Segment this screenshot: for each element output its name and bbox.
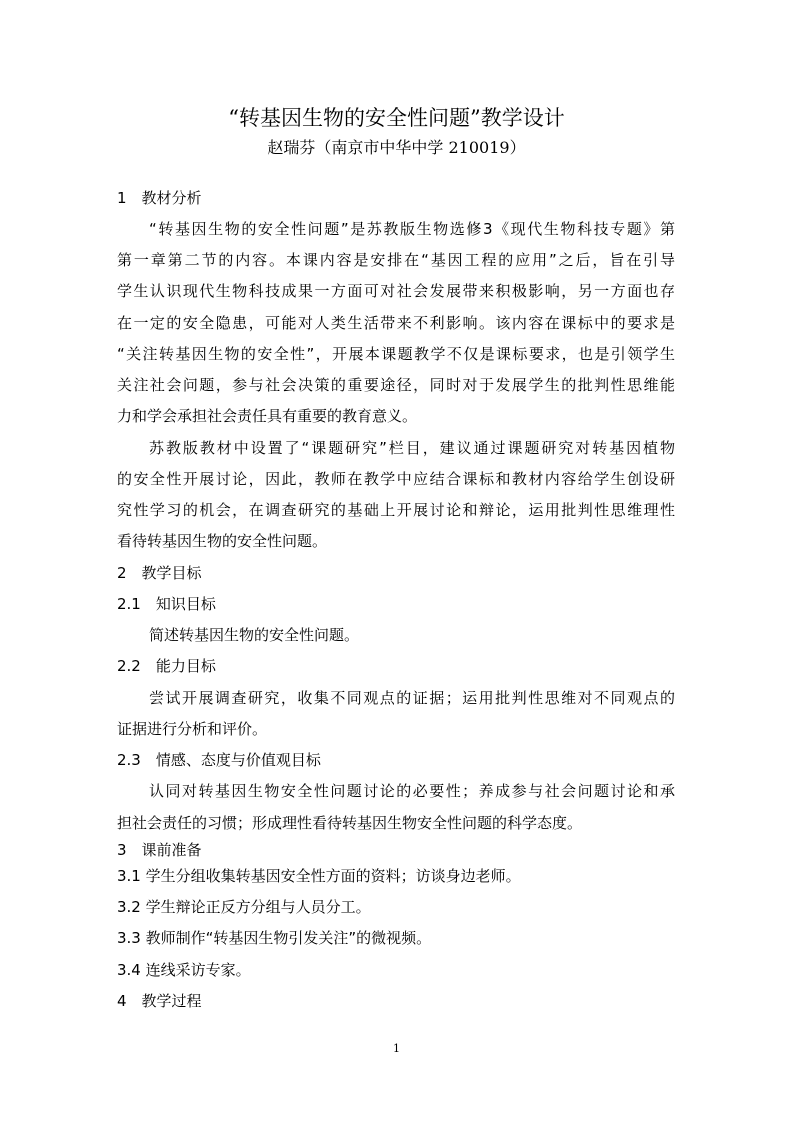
list-item: 3.2 学生辩论正反方分组与人员分工。 — [117, 898, 371, 916]
paragraph-line: 关注社会问题，参与社会决策的重要途径，同时对于发展学生的批判性思维能 — [117, 376, 675, 394]
section-heading-3: 3 课前准备 — [117, 841, 202, 859]
paragraph-line: 简述转基因生物的安全性问题。 — [149, 626, 360, 644]
author-line: 赵瑞芬（南京市中华中学 210019） — [267, 138, 526, 157]
list-item: 3.3 教师制作“转基因生物引发关注”的微视频。 — [117, 929, 432, 947]
paragraph-line: “关注转基因生物的安全性”，开展本课题教学不仅是课标要求，也是引领学生 — [117, 345, 675, 363]
paragraph-line: 证据进行分析和评价。 — [117, 720, 268, 738]
section-heading-1: 1 教材分析 — [117, 189, 202, 207]
paragraph-line: 究性学习的机会，在调查研究的基础上开展讨论和辩论，运用批判性思维理性 — [117, 501, 675, 519]
list-item: 3.4 连线采访专家。 — [117, 961, 251, 979]
paragraph-line: 看待转基因生物的安全性问题。 — [117, 532, 328, 550]
paragraph-line: 学生认识现代生物科技成果一方面可对社会发展带来积极影响，另一方面也存 — [117, 282, 675, 300]
paragraph-line: 尝试开展调查研究，收集不同观点的证据；运用批判性思维对不同观点的 — [149, 689, 675, 707]
page-number: 1 — [393, 1042, 400, 1055]
paragraph-line: “转基因生物的安全性问题”是苏教版生物选修3《现代生物科技专题》第 — [149, 220, 675, 238]
paragraph-line: 在一定的安全隐患，可能对人类生活带来不利影响。该内容在课标中的要求是 — [117, 314, 675, 332]
paragraph-line: 力和学会承担社会责任具有重要的教育意义。 — [117, 407, 418, 425]
section-heading-4: 4 教学过程 — [117, 992, 202, 1010]
paragraph-line: 认同对转基因生物安全性问题讨论的必要性；养成参与社会问题讨论和承 — [149, 782, 675, 800]
paragraph-line: 第一章第二节的内容。本课内容是安排在“基因工程的应用”之后，旨在引导 — [117, 251, 675, 269]
paragraph-line: 的安全性开展讨论，因此，教师在教学中应结合课标和教材内容给学生创设研 — [117, 470, 675, 488]
paragraph-line: 担社会责任的习惯；形成理性看待转基因生物安全性问题的科学态度。 — [117, 814, 583, 832]
paragraph-line: 苏教版教材中设置了“课题研究”栏目，建议通过课题研究对转基因植物 — [149, 439, 675, 457]
subsection-heading-2-3: 2.3 情感、态度与价值观目标 — [117, 751, 321, 769]
section-heading-2: 2 教学目标 — [117, 564, 202, 582]
subsection-heading-2-2: 2.2 能力目标 — [117, 657, 216, 675]
document-title: “转基因生物的安全性问题”教学设计 — [228, 106, 565, 130]
subsection-heading-2-1: 2.1 知识目标 — [117, 595, 216, 613]
list-item: 3.1 学生分组收集转基因安全性方面的资料；访谈身边老师。 — [117, 867, 521, 885]
